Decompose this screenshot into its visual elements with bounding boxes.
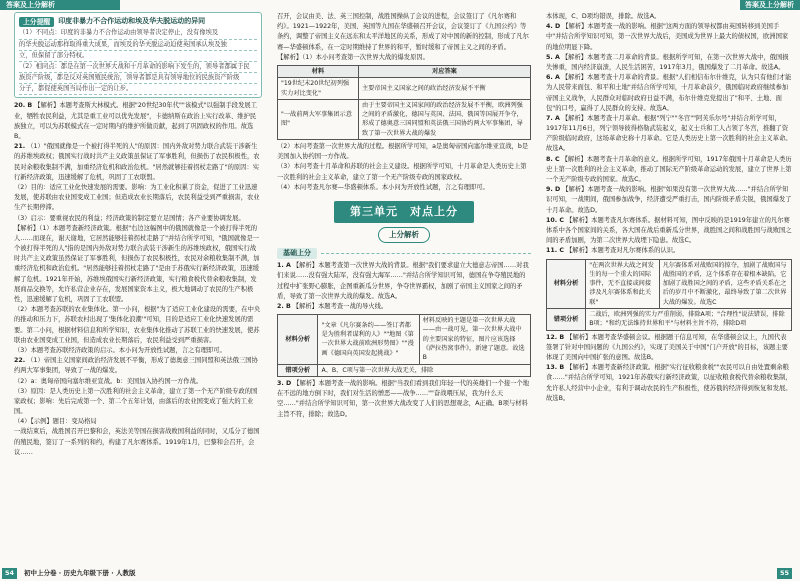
answer-paragraph xyxy=(14,356,262,376)
basic-label: 基础上分 xyxy=(277,248,317,259)
answer-text: （1）帝国主义国家间政治经济发展不平衡，形成了德奥意三国同盟和英法俄三国协约两大军事集团，导致了一战的爆发。 xyxy=(14,357,258,375)
answer-text: 【解析】本题考查十月革命的意义。根据所学可知，1917年俄国十月革命是人类历史上第一次胜利的社会主义革命，推动了国际无产阶级革命运动的发展，建立了世界上第一个无产阶级专政的国家。故选C。 xyxy=(546,155,792,183)
answer-paragraph xyxy=(14,417,262,427)
table-header: 对应答案 xyxy=(358,65,530,77)
answer-paragraph xyxy=(546,73,792,114)
table-cell: "在两次世界大战之间发生的每一个重大的国际事件，无不直接或间接涉及凡尔赛体系和此关联" xyxy=(586,259,660,308)
unit-title: 第三单元 对点上分 xyxy=(334,201,474,223)
answer-text: 【解析】本题考查十月革命。根据"列宁""冬宫""阿芙乐尔号"并结合所学可知，1917年11月6日，列宁领导彼得格勒武装起义，起义士兵和工人占领了冬宫，推翻了资产阶级临时政府，这场革命史称十月革命。它是人类历史上第一次胜利的社会主义革命。故选A。 xyxy=(546,114,792,153)
page-number: 54 xyxy=(2,568,17,579)
answer-paragraph xyxy=(14,101,262,142)
tip-box xyxy=(14,12,262,98)
answer-paragraph xyxy=(277,162,531,182)
answer-paragraph xyxy=(546,185,792,216)
answer-text: （2）目的：适应工业化快速发展的需要。影响：为工业化积累了资金，促进了工业迅速发展，使苏联由农业国变成工业国；但造成农业长期落后，农民利益受到严重损害，农业生产长期停滞。 xyxy=(14,183,260,212)
answer-list-mid-bottom xyxy=(277,261,531,312)
answer-list-left xyxy=(14,101,262,458)
answer-text: 【解析】本题考查一战的影响。根据"当我们看到我们年轻一代的英雄们一个接一个地在不远的地方倒下时，我们对生活的憎恶——战争……""奋战喂压尿，我为什么天空……"并结合所学知识可知，第一次世界大战改变了人们的思想观念，A正确。B项与材料主旨不符，排除；故选D。 xyxy=(277,379,530,418)
table-cell: "文章《凡尔赛条约——签订者都是为胜利者谋利的人》""地图《第一次世界大战前欧洲形势图》""漫画《德国向英国发起挑战》" xyxy=(318,315,419,364)
tip-title: 印度非暴力不合作运动和埃及华夫脱运动的异同 xyxy=(58,17,206,25)
question-number: 22. xyxy=(14,357,26,365)
question-number: 6. A xyxy=(546,74,560,82)
answer-text: 本体现，C、D项均错误，排除。故选A。 xyxy=(546,13,661,20)
answer-paragraph xyxy=(14,427,262,458)
question-number: 10. C xyxy=(546,216,564,224)
column-middle xyxy=(277,12,531,572)
answer-paragraph xyxy=(546,246,792,256)
answer-text: 【解析】本题考查对凡尔赛体系的认识。 xyxy=(565,247,680,255)
answer-paragraph xyxy=(14,183,262,214)
answer-paragraph xyxy=(277,142,531,162)
table-row xyxy=(278,315,531,364)
question-number: 1. A xyxy=(277,262,291,270)
tip-line: （2）相同点：都是在第一次世界大战和十月革命的影响下发生的，领导者都属于民 xyxy=(19,62,257,73)
answer-text: （3）启示：要重视农民的利益；经济政策的制定要立足国情；各产业要协调发展。 xyxy=(14,214,245,222)
tip-tag: 上分提醒 xyxy=(19,17,54,27)
answer-paragraph xyxy=(277,53,531,63)
question-number: 11. C xyxy=(546,247,564,255)
top-header xyxy=(0,0,800,10)
answer-text: （3）原因：是人类历史上第一次胜利的社会主义革命，建立了第一个无产阶级专政的国家政权；影响：先后完成第一个、第二个五年计划，由落后的农业国变成了强大的工业国。 xyxy=(14,387,258,416)
question-number: 4. D xyxy=(546,23,561,31)
basic-section xyxy=(277,248,531,259)
answer-paragraph xyxy=(546,114,792,155)
answer-paragraph xyxy=(14,142,262,183)
answer-text: （3）本问考查十月革命和苏联的社会主义建设。根据所学可知，十月革命是人类历史上第一次胜利的社会主义革命，建立了第一个无产阶级专政的国家政权。 xyxy=(277,163,527,181)
answer-text: 【解析】本题考查十月革命的背景。根据"人们相信布尔什维克，认为只有他们才能为人民带来面包、和平和土地"并结合所学可知，十月革命前夕，俄国临时政府继续参加帝国主义战争，人民群众对临时政府日益不满，布尔什维克党提出了"和平、土地、面包"的口号，赢得了人民群众的支持。故选A。 xyxy=(546,74,792,112)
answer-text: 【解析】本题考查二月革命的背景。根据所学可知，在第一次世界大战中，俄国损失惨重，国内经济崩溃，人民生活困苦，1917年3月，俄国爆发了二月革命。故选A。 xyxy=(546,53,789,71)
table-cell: 凡尔赛体系对战败国的掠夺，加剧了战败国与战胜国的矛盾，这个体系存在着根本缺陷，它加剧了战胜国之间的矛盾，这些矛盾关系在之后的岁月中不断激化，最终导致了第二次世界大战的爆发。故选C xyxy=(659,259,791,308)
table-cell: "一战前两大军事集团示意图" xyxy=(278,99,359,139)
table-row xyxy=(278,99,531,139)
tip-line: 的华夫脱运动那样取得重大成果，而埃及的华夫脱运动迫使英国承认埃及独 xyxy=(19,40,257,51)
tip-line: 分子，都促使英国当局作出一定的让步。 xyxy=(19,84,257,95)
question-number: 2. B xyxy=(277,302,291,310)
tip-line: （1）不同点：印度的非暴力不合作运动由领导者决定停止，没有像埃及 xyxy=(19,28,257,39)
question-number: 8. C xyxy=(546,155,560,163)
answer-paragraph xyxy=(546,155,792,186)
answer-paragraph xyxy=(14,214,262,224)
answer-paragraph xyxy=(14,377,262,387)
answer-text: 召开，会议由美、法、英三国控制，战胜国操纵了会议的进程，会议签订了《凡尔赛和约》。1921—1922年，美国、英国等九国在华盛顿召开会议，会议签订了《九国公约》等条约，调整了帝国主义在远东和太平洋地区的关系，形成了对中国的新的控制，形成了凡尔赛—华盛顿体系，在一定时期维持了世界的和平，暂时缓和了帝国主义之间的矛盾。 xyxy=(277,13,529,51)
answer-paragraph xyxy=(277,183,531,193)
tip-line: 立，但保留了部分特权。 xyxy=(19,51,257,62)
tip-line: 族资产阶级，都是反对英国殖民统治，领导者都是具有领导地位的民族资产阶级 xyxy=(19,73,257,84)
table-label: 材料分析 xyxy=(278,315,318,364)
answer-paragraph xyxy=(546,333,792,364)
answer-paragraph xyxy=(277,379,531,420)
answer-paragraph xyxy=(14,305,262,346)
answer-list-right xyxy=(546,12,792,257)
table-cell: A、B、C项与第一次世界大战无关，排除 xyxy=(318,364,531,376)
table-row xyxy=(278,364,531,376)
answer-text: 【解析】本题考查凡尔赛体系。据材料可知，图中反映的是1919年建立的凡尔赛体系中各个国家间的关系，各大国在战后重新瓜分世界，战胜国之间和战胜国与战败国之间的矛盾加剧，为第二次世界大战埋下隐患。故选C。 xyxy=(546,216,792,245)
question-number: 9. D xyxy=(546,186,561,194)
answer-text: 【解析】本题考查一战的影响。根据"如果没有第一次世界大战……"并结合所学知识可知，一战期间，俄国参加战争，经济遭受严重打击，国内阶级矛盾尖锐，俄国爆发了十月革命。故选D。 xyxy=(546,186,792,214)
question-number: 13. B xyxy=(546,364,565,372)
answer-paragraph xyxy=(546,22,792,53)
answer-text: （2）本题考查苏联的农业集体化。第一小问，根据"为了适应工业化建设的需要，在中央的推动和压力下，苏联农村出现了'集体化浪潮'"可知，目的是适应工业化快速发展的需要。第二小问，根据材料信息和所学知识，农业集体化推动了苏联工业的快速发展，使苏联由农业国变成工业国，但造成农业长期落后，农民利益受到严重损害。 xyxy=(14,306,261,344)
answer-paragraph xyxy=(546,12,792,22)
answer-list-mid-top xyxy=(277,12,531,63)
answer-list-mid-end xyxy=(277,379,531,420)
book-series: 初中上分卷 · 历史九年级下册 · 人教版 xyxy=(24,569,136,578)
answer-text: （3）本题考查苏联经济政策的启示。本小问为开放性试题，言之有理即可。 xyxy=(14,346,226,354)
table-cell: "19世纪末20世纪初列强实力对比变化" xyxy=(278,78,359,100)
answer-list-right-end xyxy=(546,333,792,404)
answer-text: 【解析】本题考查新经济政策。根据"实行征收粮食税""农民可以自由处置剩余粮食……"并结合所学可知，1921年苏俄实行新经济政策，以征收粮食税代替余粮收集制，允许私人经营中小企业，有利于调动农民的生产积极性，使苏俄的经济得到恢复和发展。故选B。 xyxy=(546,364,792,402)
page-number-right: 55 xyxy=(777,568,792,579)
table-cell: 二战后，欧洲列强的实力严重削弱，排除A项；"合理性"说法错误，排除B项；"和约无法维持世界和平"与材料主旨不符，排除D项 xyxy=(586,308,792,330)
answer-text: 【解析】本题考查一战的影响。根据"这两方面的领导权都由英国转移到美国手中"并结合所学知识可知，第一次世界大战后，美国成为世界上最大的债权国，欧洲国家的地位明显下降。 xyxy=(546,23,789,51)
table-label: 材料分析 xyxy=(547,259,586,308)
answer-text: （4）【示例】题目：变局格局 xyxy=(14,418,97,426)
column-left xyxy=(14,12,262,560)
column-right xyxy=(546,12,792,574)
analysis-table-3 xyxy=(546,259,792,331)
page-footer xyxy=(0,567,280,581)
table-cell: 材料反映的主题是第一次世界大战——由一战可见，第一次世界大战中的主要国家的特征，图片应该选择《萨拉热窝事件》，新建了题意。故选B xyxy=(419,315,530,364)
analysis-table-1 xyxy=(277,65,531,140)
table-cell: 主要帝国主义国家之间的政治经济发展不平衡 xyxy=(358,78,530,100)
answer-paragraph xyxy=(14,387,262,418)
answer-paragraph xyxy=(546,363,792,404)
answer-text: 【解析】（1）本小问考查第一次世界大战的爆发原因。 xyxy=(277,53,429,61)
table-row xyxy=(547,259,792,308)
answer-text: （2）本问考查第一次世界大战的过程。根据所学可知，a是奥匈帝国向塞尔维亚宣战，b是美国加入协约国一方作战。 xyxy=(277,143,529,161)
answer-text: 【解析】本题考查第一次世界大战的背景。根据"我们要求建立大德意志帝国……对我们来说……没有强大陆军，没有强大海军……"并结合所学知识可知，德国在争夺殖民地的过程中扩张野心膨胀，企图重新瓜分世界，争夺世界霸权，加剧了帝国主义国家之间的矛盾，导致了第一次世界大战的爆发。故选A。 xyxy=(277,262,529,300)
header-left: 答案及上分解析 xyxy=(0,0,120,10)
question-number: 20. B xyxy=(14,102,33,110)
answer-paragraph xyxy=(277,302,531,312)
answer-text: （4）本问考查凡尔赛—华盛顿体系。本小问为开放性试题，言之有理即可。 xyxy=(277,183,489,191)
section-badge: 上分解析 xyxy=(378,227,430,243)
question-number: 12. B xyxy=(546,333,565,341)
table-cell: 由于主要帝国主义国家间的政治经济发展不平衡，欧洲列强之间的矛盾激化，德国与英国、法国、俄国等国展开争夺，形成了德奥意三国同盟和英法俄三国协约两大军事集团，导致了第一次世界大战的爆发 xyxy=(358,99,530,139)
answer-text: 【解析】（1）本题考查新经济政策。根据"右边这幅图中的俄国就像是一个被打得半死的人……而现在，谢天谢地，它居然能够挂着拐杖走路了"并结合所学可知，"俄国就像是一个被打得半死的人"指的是国内外敌对势力联合武装干涉新生的苏维埃政权，俄国实行战时共产主义政策虽然保证了军事胜利，但损伤了农民积极性，农民对余粮收集制不满，加重经济危机和政治危机。"居然能够挂着拐杖走路了"是由于苏俄实行新经济政策，迅速缓解了危机。1921年开始，苏维埃俄国实行新经济政策，实行粮食税代替余粮收集制，发展商品交换等，允许私营企业存在，发展国家资本主义，极大地调动了农民的生产积极性，迅速缓解了危机，巩固了工农联盟。 xyxy=(14,224,260,304)
question-number: 7. A xyxy=(546,114,560,122)
answer-text: 一战结束后，战胜国召开巴黎和会，英法美等国在损害战败国利益的同时，又瓜分了德国的殖民地，签订了一系列的和约，构建了凡尔赛体系。1919年1月，巴黎和会召开，会议…… xyxy=(14,428,260,456)
question-number: 21. xyxy=(14,143,26,151)
answer-paragraph xyxy=(14,346,262,356)
answer-text: 【解析】本题考查华盛顿会议。根据题干信息可知，在华盛顿会议上，九国代表签署了针对中国问题的《九国公约》，实现了美国关于中国"门户开放"的目标，该题主要体现了美国向中国扩张的意图。故选B。 xyxy=(546,333,788,361)
table-label: 错项分析 xyxy=(278,364,318,376)
answer-paragraph xyxy=(277,12,531,53)
answer-text: （1）"俄国就像是一个被打得半死的人"的原因：国内外敌对势力联合武装干涉新生的苏维埃政权；俄国实行战时共产主义政策虽保证了军事胜利，但损伤了农民积极性，农民对余粮收集制不满，加重经济危机和政治危机。"居然就够挂着拐杖走路了"的原因：实行新经济政策，迅速缓解了危机，巩固了工农联盟。 xyxy=(14,143,260,181)
table-row xyxy=(547,308,792,330)
analysis-table-2 xyxy=(277,314,531,377)
answer-text: 【解析】本题考查一战的导火线。 xyxy=(292,302,388,310)
table-label: 错项分析 xyxy=(547,308,586,330)
answer-list-mid xyxy=(277,142,531,193)
answer-paragraph xyxy=(546,53,792,73)
table-row xyxy=(278,78,531,100)
answer-text: （2）a：奥匈帝国向塞尔维亚宣战。b：美国加入协约国一方作战。 xyxy=(14,377,203,385)
answer-paragraph xyxy=(546,216,792,247)
answer-paragraph xyxy=(277,261,531,302)
header-right: 答案及上分解析 xyxy=(740,0,800,10)
answer-paragraph xyxy=(14,224,262,306)
question-number: 3. D xyxy=(277,379,292,387)
answer-text: 【解析】本题考查斯大林模式。根据"20世纪30年代""该模式"以强制手段发展工业，牺牲农民利益，尤其是重工业可以优先发展"，卡德纳斯在政治上实行改革、维护民族独立，可以为苏联模式在一定时期内的维护所做贡献，起到了巩固政权的作用。故选B。 xyxy=(14,102,257,141)
question-number: 5. A xyxy=(546,53,560,61)
table-header: 材料 xyxy=(278,65,359,77)
